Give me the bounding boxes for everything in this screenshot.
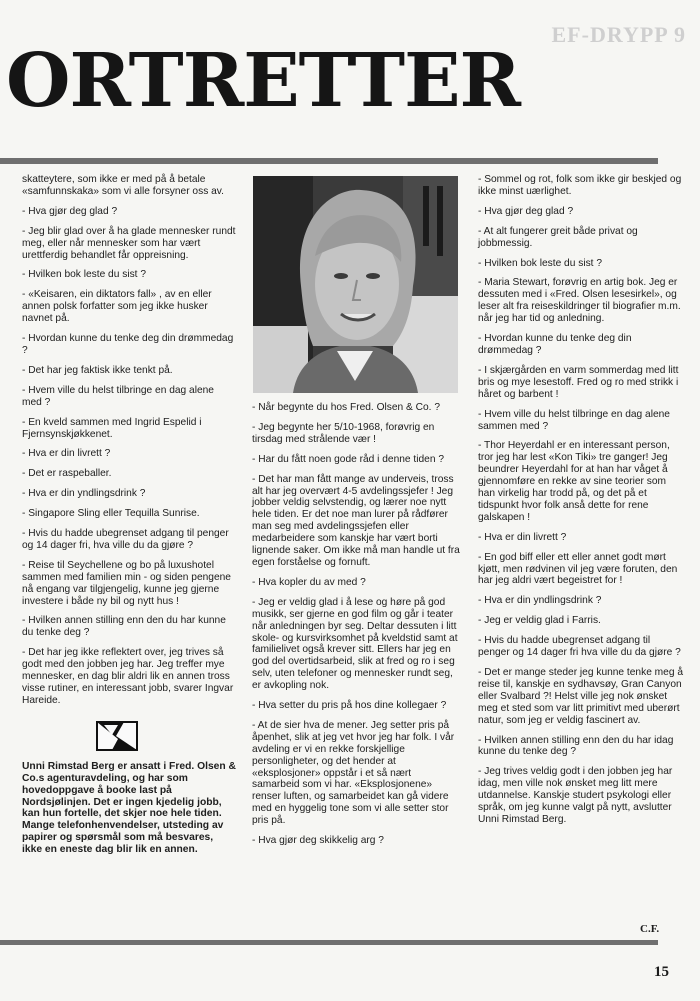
column3-paragraph: - Hvilken annen stilling enn den du har idag kunne du tenke deg ?: [478, 734, 674, 758]
column3-paragraph: - Jeg er veldig glad i Farris.: [478, 615, 601, 627]
column-1-paragraphs: [22, 174, 236, 707]
column1-paragraph: - Det har jeg faktisk ikke tenkt på.: [22, 364, 173, 376]
column1-paragraph: - Jeg blir glad over å ha glade mennesker rundt meg, eller når mennesker som har vært urettferdig behandlet får oppreisning.: [22, 225, 236, 261]
bottom-divider: [0, 940, 658, 945]
column3-paragraph: - At alt fungerer greit både privat og jobbmessig.: [478, 225, 638, 249]
column-2: [252, 402, 460, 855]
column1-paragraph: - Hvis du hadde ubegrenset adgang til penger og 14 dager fri, hva ville du da gjøre ?: [22, 528, 229, 551]
column3-paragraph: - Thor Heyerdahl er en interessant person, tror jeg har lest «Kon Tiki» tre ganger! Jeg beundrer Heyerdahl for at han har våget å gjennomføre en rekke av sine teorier som han virkelig har trodd på, og det på et tidspunkt hvor folk anså dette for rene galskapen !: [478, 440, 670, 523]
column3-paragraph: - Det er mange steder jeg kunne tenke meg å reise til, kanskje en sydhavsøy, Gran Canyon eller Svalbard ?! Helst ville jeg nok ønsket meg et sted som var litt primitivt med uberørt natur, som jeg er veldig fascinert av.: [478, 667, 683, 726]
column2-paragraph: - At de sier hva de mener. Jeg setter pris på åpenhet, slik at jeg vet hvor jeg har folk. I vår avdeling er vi en rekke forskjellige personligheter, og det hender at «eksplosjoner» oppstår i et så nært samarbeid som vi har. «Eksplosjonene» renser luften, og samarbeidet kan gå videre med en hyggelig tone som vi alle setter stor pris på.: [252, 719, 455, 827]
column3-paragraph: - En god biff eller ett eller annet godt mørt kjøtt, men rødvinen vil jeg være foruten, den har jeg aldri vært begeistret for !: [478, 551, 678, 587]
column3-paragraph: - Hva gjør deg glad ?: [478, 205, 574, 217]
column2-paragraph: - Jeg begynte her 5/10-1968, forøvrig en tirsdag med strålende vær !: [252, 421, 435, 445]
column3-paragraph: - Jeg trives veldig godt i den jobben jeg har idag, men ville nok ønsket meg litt mere utdannelse. Kanskje studert psykologi eller språk, om jeg kunne valgt på nytt, avslutter Unni Rimstad Berg.: [478, 766, 673, 825]
column2-paragraph: - Hva setter du pris på hos dine kollegaer ?: [252, 700, 447, 712]
column3-paragraph: - Hvilken bok leste du sist ?: [478, 257, 603, 269]
column2-paragraph: - Jeg er veldig glad i å lese og høre på god musikk, ser gjerne en god film og går i teater når anledningen byr seg. Deltar dessuten i litt skole- og kursvirksomhet på kveldstid samt at familielivet også krever sitt. Ellers har jeg en god del overtidsarbeid, slik at fred og ro i seg selv, uten telefoner og mennesker rundt seg, er avkopling nok.: [252, 596, 458, 692]
column1-paragraph: - Singapore Sling eller Tequilla Sunrise.: [22, 508, 200, 520]
column2-paragraph: - Hva kopler du av med ?: [252, 576, 366, 588]
column3-paragraph: - Hvordan kunne du tenke deg din drømmedag ?: [478, 333, 632, 356]
column3-paragraph: - Maria Stewart, forøvrig en artig bok. Jeg er dessuten med i «Fred. Olsen lesesirkel», og leser alt fra reiseskildringer til biografier m.m. når jeg har tid og anledning.: [478, 277, 681, 325]
column2-paragraph: - Har du fått noen gode råd i denne tiden ?: [252, 453, 445, 465]
column1-paragraph: - Reise til Seychellene og bo på luxushotel sammen med familien min - og siden pengene nå engang var tilgjengelig, kunne jeg gjerne investere i både ny bil og nytt hus !: [22, 559, 231, 607]
portrait-image: [253, 176, 458, 393]
column1-paragraph: - Hvilken annen stilling enn den du har kunne du tenke deg ?: [22, 615, 226, 639]
column2-paragraph: - Hva gjør deg skikkelig arg ?: [252, 835, 384, 847]
column1-paragraph: - Hva er din livrett ?: [22, 448, 111, 460]
column3-paragraph: - Sommel og rot, folk som ikke gir beskjed og ikke minst uærlighet.: [478, 174, 682, 197]
portrait-photo: [253, 176, 458, 393]
column3-paragraph: - Hvis du hadde ubegrenset adgang til penger og 14 dager fri hva ville du da gjøre ?: [478, 635, 681, 659]
column-3-paragraphs: [478, 174, 684, 826]
page-title: ORTRETTER: [6, 38, 521, 124]
column1-paragraph: - En kveld sammen med Ingrid Espelid i Fjernsynskjøkkenet.: [22, 416, 202, 440]
column1-paragraph: - Hvem ville du helst tilbringe en dag alene med ?: [22, 384, 214, 408]
top-divider: [0, 158, 658, 164]
column3-paragraph: - Hvem ville du helst tilbringe en dag alene sammen med ?: [478, 408, 670, 432]
bleed-through-header: EF-DRYPP 9: [551, 22, 686, 47]
column-3: [478, 174, 684, 834]
flag-logo-icon: [94, 719, 140, 753]
bio-paragraph: Unni Rimstad Berg er ansatt i Fred. Olsen & Co.s agenturavdeling, og har som hovedoppgave å booke last på Nordsjølinjen. Det er ingen kjedelig jobb, kan hun fortelle, det skjer noe hele tiden. Mange telefonhenvendelser, utsteding av papirer og spørsmål som må besvares, ikke en eneste dag blir lik en annen.: [22, 760, 236, 856]
column3-paragraph: - Hva er din yndlingsdrink ?: [478, 595, 602, 607]
column1-paragraph: - «Keisaren, ein diktators fall» , av en eller annen polsk forfatter som jeg ikke husker navnet på.: [22, 289, 212, 325]
column2-paragraph: - Når begynte du hos Fred. Olsen & Co. ?: [252, 402, 440, 413]
column-1: [22, 174, 236, 864]
column1-paragraph: - Det har jeg ikke reflektert over, jeg trives så godt med den jobben jeg har. Jeg treffer mye mennesker, en dag blir aldri lik en annen tross visse rutiner, en interessant jobb, svarer Ingvar Hareide.: [22, 647, 234, 706]
column3-paragraph: - Hva er din livrett ?: [478, 531, 567, 543]
column1-paragraph: - Det er raspeballer.: [22, 468, 112, 480]
column3-paragraph: - I skjærgården en varm sommerdag med litt bris og mye lesestoff. Fred og ro med strikk i håret og barbent !: [478, 364, 679, 400]
column2-paragraph: - Det har man fått mange av underveis, tross alt har jeg overvært 4-5 avdelingssjefer ! Jeg jobber veldig selvstendig, og lærer noe nytt hele tiden. Er det noe man lurer på rådfører man seg med avdelingssjefen eller medarbeidere som kanskje har vært borti lignende saker. Om ikke må man handle ut fra egen forståelse og fornuft.: [252, 473, 460, 568]
column-2-paragraphs: [252, 402, 460, 847]
column1-paragraph: - Hva er din yndlingsdrink ?: [22, 488, 146, 500]
column1-paragraph: - Hvilken bok leste du sist ?: [22, 269, 147, 281]
column1-paragraph: - Hvordan kunne du tenke deg din drømmedag ?: [22, 333, 234, 356]
column1-paragraph: skatteytere, som ikke er med på å betale «samfunnskaka» som vi alle forsyner oss av.: [22, 174, 224, 197]
author-signature: C.F.: [640, 923, 660, 935]
page-number: 15: [654, 964, 669, 980]
column1-paragraph: - Hva gjør deg glad ?: [22, 205, 118, 217]
